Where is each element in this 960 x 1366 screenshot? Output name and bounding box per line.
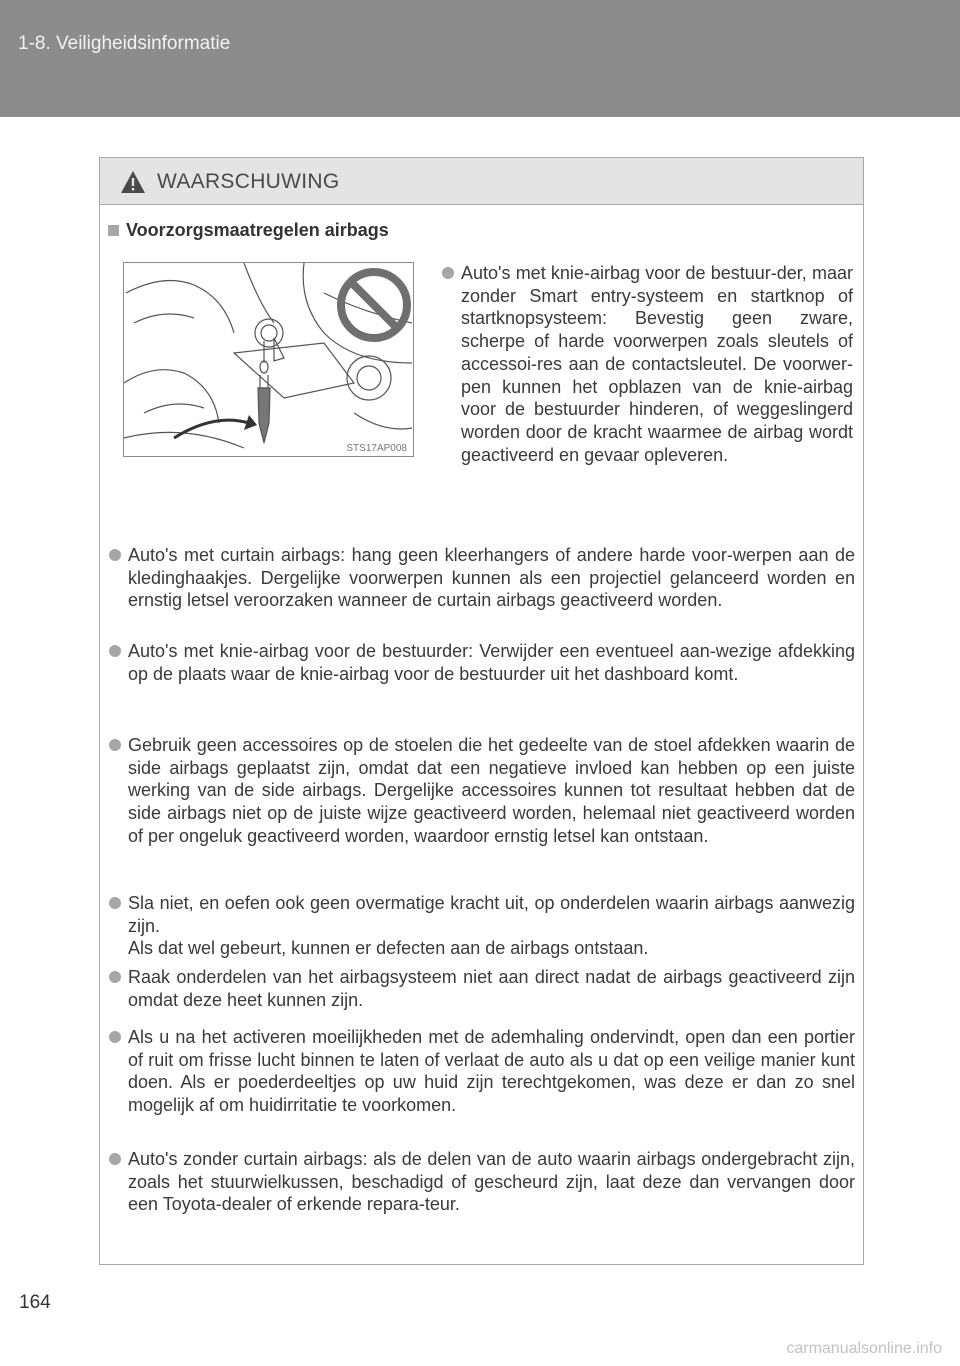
- page-header: [0, 0, 960, 117]
- list-item-text: Als u na het activeren moeilijkheden met de ademhaling ondervindt, open dan een portier of ruit om frisse lucht binnen te laten of verlaat de auto als u dat op een veilige manier kunt doen. Als er poederdeeltjes op uw huid zijn terechtgekomen, was deze er dan zo snel mogelijk af om huidirritatie te voorkomen.: [128, 1027, 855, 1116]
- list-item-text: Gebruik geen accessoires op de stoelen die het gedeelte van de stoel afdekken waarin de side airbags geplaatst zijn, omdat dat een negatieve invloed kan hebben op een juiste werking van de side airbags. Dergelijke accessoires kunnen tot resultaat hebben dat de side airbags niet op de juiste wijze geactiveerd worden, helemaal niet geactiveerd worden of per ongeluk geactiveerd worden, waardoor ernstig letsel kan ontstaan.: [128, 735, 855, 846]
- bullet-icon: [109, 739, 121, 751]
- list-item-text: Auto's met knie-airbag voor de bestuur-der, maar zonder Smart entry-systeem en startknop of startknopsysteem: Bevestig geen zware, scherpe of harde voorwerpen zoals sleutels of accessoi-res aan de contactsleutel. De voorwer-pen kunnen het opblazen van de knie-airbag voor de bestuurder hinderen, of weggeslingerd worden door de kracht waarmee de airbag wordt geactiveerd en gevaar opleveren.: [461, 263, 853, 465]
- page-number: 164: [19, 1292, 51, 1313]
- ignition-key-illustration: [123, 262, 414, 457]
- subsection-title-text: Voorzorgsmaatregelen airbags: [126, 220, 389, 240]
- list-item: [108, 966, 855, 1011]
- list-item-text: Auto's zonder curtain airbags: als de delen van de auto waarin airbags ondergebracht zijn, zoals het stuurwielkussen, beschadigd of gescheurd zijn, laat deze dan vervangen door een Toyota-dealer of erkende repara-teur.: [128, 1149, 855, 1215]
- list-item: [108, 1026, 855, 1117]
- list-item: [108, 892, 855, 960]
- subsection-title: [108, 220, 389, 241]
- watermark: carmanualsonline.info: [786, 1340, 942, 1357]
- bullet-icon: [109, 897, 121, 909]
- bullet-icon: [442, 267, 454, 279]
- list-item: [108, 734, 855, 848]
- list-item: [108, 640, 855, 685]
- key-drawing: [124, 263, 412, 455]
- warning-triangle-icon: [120, 170, 146, 194]
- bullet-icon: [109, 549, 121, 561]
- list-item-text: Auto's met knie-airbag voor de bestuurder: Verwijder een eventueel aan-wezige afdekking op de plaats waar de knie-airbag voor de bestuurder uit het dashboard komt.: [128, 641, 855, 684]
- list-item-text: Auto's met curtain airbags: hang geen kleerhangers of andere harde voor-werpen aan de kledinghaakjes. Dergelijke voorwerpen kunnen als een projectiel gelanceerd worden en ernstig letsel veroorzaken wanneer de curtain airbags geactiveerd worden.: [128, 545, 855, 611]
- warning-header: [100, 158, 863, 205]
- square-bullet-icon: [108, 225, 119, 236]
- bullet-icon: [109, 645, 121, 657]
- list-item-text: Raak onderdelen van het airbagsysteem niet aan direct nadat de airbags geactiveerd zijn omdat deze heet kunnen zijn.: [128, 967, 855, 1010]
- bullet-icon: [109, 971, 121, 983]
- bullet-icon: [109, 1031, 121, 1043]
- warning-box: [99, 157, 864, 1265]
- list-item-text: Sla niet, en oefen ook geen overmatige kracht uit, op onderdelen waarin airbags aanwezig zijn.: [128, 893, 855, 936]
- figure-code: STS17AP008: [346, 443, 407, 454]
- list-item: [441, 262, 853, 466]
- warning-title: WAARSCHUWING: [157, 170, 340, 193]
- bullet-icon: [109, 1153, 121, 1165]
- list-item: [108, 544, 855, 612]
- list-item: [108, 1148, 855, 1216]
- section-title: 1-8. Veiligheidsinformatie: [18, 33, 231, 54]
- list-item-text-continued: Als dat wel gebeurt, kunnen er defecten aan de airbags ontstaan.: [128, 938, 649, 959]
